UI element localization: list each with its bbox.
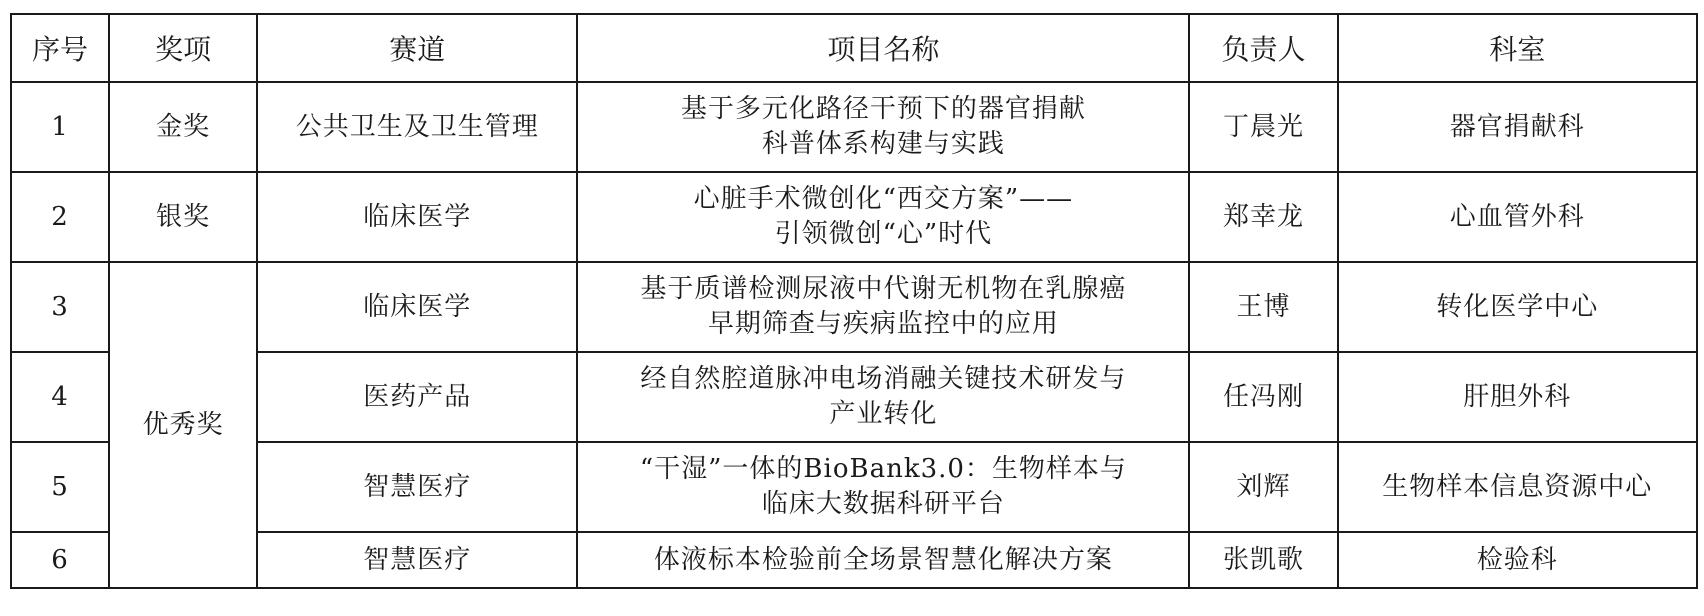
table-row	[11, 82, 1697, 172]
cell-leader: 刘辉	[1189, 442, 1337, 532]
table-row	[11, 352, 1697, 442]
project-line-1: 基于多元化路径干预下的器官捐献	[680, 94, 1086, 124]
table-row	[11, 442, 1697, 532]
cell-project	[577, 352, 1189, 442]
project-line-2: 引领微创“心”时代	[774, 219, 993, 249]
cell-track: 临床医学	[257, 262, 577, 352]
table-row	[11, 172, 1697, 262]
header-index: 序号	[11, 14, 109, 82]
cell-leader: 张凯歌	[1189, 532, 1337, 588]
project-line-2: 临床大数据科研平台	[761, 489, 1005, 519]
project-line-1: “干湿”一体的BioBank3.0：生物样本与	[639, 454, 1127, 484]
cell-index: 4	[11, 352, 109, 442]
cell-index: 1	[11, 82, 109, 172]
header-project: 项目名称	[577, 14, 1189, 82]
cell-award: 金奖	[109, 82, 257, 172]
project-line-2: 早期筛查与疾病监控中的应用	[707, 309, 1059, 339]
awards-document	[10, 13, 1698, 589]
cell-project	[577, 172, 1189, 262]
project-line-1: 体液标本检验前全场景智慧化解决方案	[653, 544, 1113, 575]
project-line-1: 基于质谱检测尿液中代谢无机物在乳腺癌	[640, 274, 1127, 304]
cell-leader: 任冯刚	[1189, 352, 1337, 442]
cell-index: 5	[11, 442, 109, 532]
cell-leader: 郑幸龙	[1189, 172, 1337, 262]
header-department: 科室	[1338, 14, 1697, 82]
cell-leader: 丁晨光	[1189, 82, 1337, 172]
cell-department: 检验科	[1338, 532, 1697, 588]
cell-leader: 王博	[1189, 262, 1337, 352]
cell-track: 临床医学	[257, 172, 577, 262]
project-line-1: 心脏手术微创化“西交方案”——	[693, 184, 1074, 214]
cell-project	[577, 82, 1189, 172]
cell-project	[577, 442, 1189, 532]
table-row	[11, 532, 1697, 588]
cell-project	[577, 262, 1189, 352]
cell-project	[577, 532, 1189, 588]
cell-award-merged: 优秀奖	[109, 262, 257, 588]
table-row	[11, 262, 1697, 352]
awards-table	[10, 13, 1698, 589]
cell-index: 2	[11, 172, 109, 262]
project-line-2: 科普体系构建与实践	[761, 129, 1005, 159]
header-leader: 负责人	[1189, 14, 1337, 82]
header-track: 赛道	[257, 14, 577, 82]
cell-department: 生物样本信息资源中心	[1338, 442, 1697, 532]
table-header-row	[11, 14, 1697, 82]
cell-track: 医药产品	[257, 352, 577, 442]
cell-department: 心血管外科	[1338, 172, 1697, 262]
project-line-1: 经自然腔道脉冲电场消融关键技术研发与	[640, 364, 1127, 394]
header-award: 奖项	[109, 14, 257, 82]
cell-index: 6	[11, 532, 109, 588]
cell-department: 转化医学中心	[1338, 262, 1697, 352]
cell-track: 公共卫生及卫生管理	[257, 82, 577, 172]
cell-award: 银奖	[109, 172, 257, 262]
project-line-2: 产业转化	[829, 399, 938, 429]
cell-department: 肝胆外科	[1338, 352, 1697, 442]
cell-department: 器官捐献科	[1338, 82, 1697, 172]
cell-track: 智慧医疗	[257, 532, 577, 588]
cell-index: 3	[11, 262, 109, 352]
cell-track: 智慧医疗	[257, 442, 577, 532]
